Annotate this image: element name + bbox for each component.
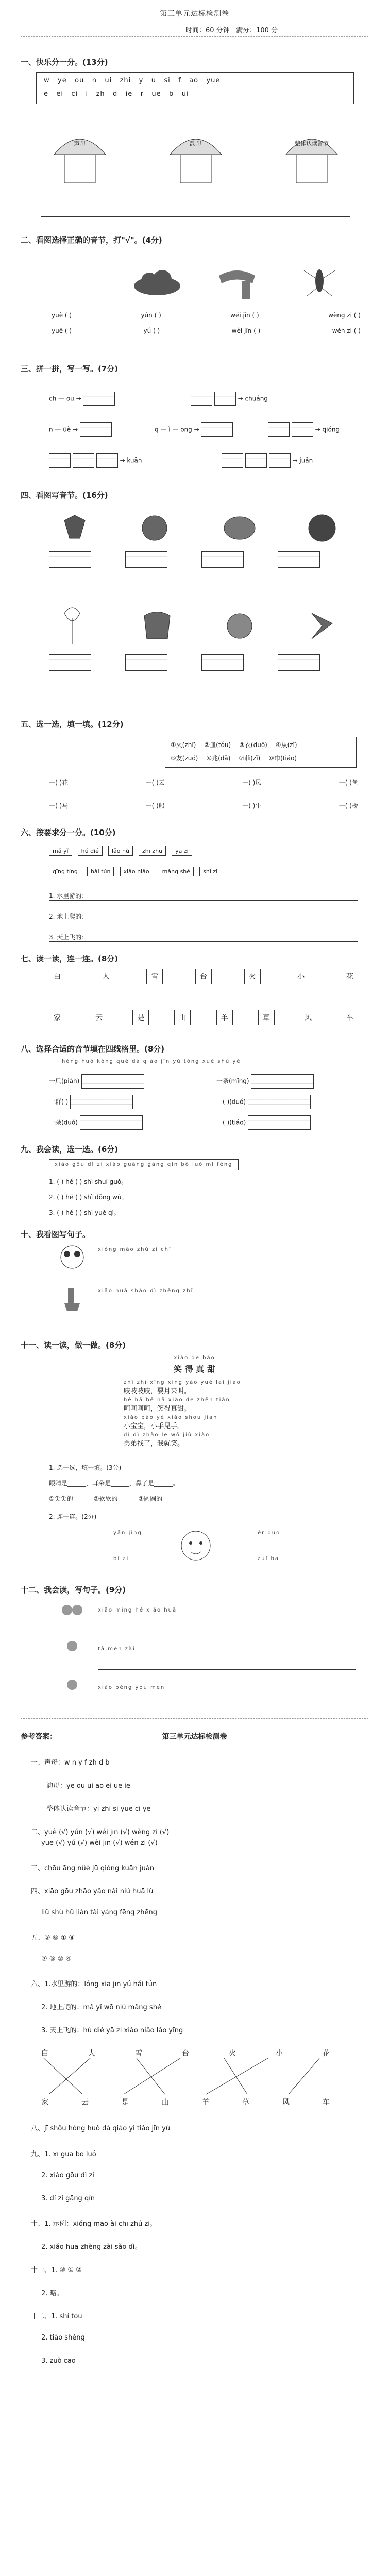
bucket-label-consonant: 声母 bbox=[73, 140, 86, 147]
match-char[interactable]: 山 bbox=[174, 1010, 191, 1025]
answer-5-line-2: ⑦ ⑤ ② ④ bbox=[41, 1955, 72, 1963]
word-card: shī zi bbox=[199, 867, 221, 876]
writing-grid[interactable] bbox=[125, 551, 167, 568]
s12-answer-2[interactable] bbox=[98, 1659, 356, 1670]
write-row-1 bbox=[49, 551, 320, 568]
section-4-heading: 四、看图写音节。(16分) bbox=[21, 490, 108, 500]
answer-6-line-1: 六、1.水里游的：lóng xiā jīn yú hǎi tún bbox=[31, 1980, 157, 1988]
bucket-label-whole: 整体认读音节 bbox=[295, 140, 329, 147]
section-5-heading: 五、选一选，填一填。(12分) bbox=[21, 720, 124, 729]
a7-char: 云 bbox=[81, 2098, 89, 2107]
word-card: lǎo hǔ bbox=[108, 846, 133, 856]
kids-playing-icon bbox=[57, 1602, 88, 1705]
section-3-heading: 三、拼一拼，写一写。(7分) bbox=[21, 364, 119, 374]
section-11-heading: 十一、读一读，做一做。(8分) bbox=[21, 1341, 126, 1350]
choice-row-1 bbox=[52, 312, 361, 319]
scarf-icon bbox=[216, 265, 258, 301]
s10-q1-answer[interactable] bbox=[98, 1262, 356, 1273]
fill-blank[interactable]: 一( )马 bbox=[49, 802, 69, 809]
option: ⑧巾(tiáo) bbox=[268, 755, 297, 762]
s9-line-1[interactable]: 1. ( ) hé ( ) shì shuí guǒ。 bbox=[49, 1178, 128, 1185]
option: ⑤友(zuó) bbox=[171, 755, 198, 762]
s8-left-item bbox=[49, 1115, 144, 1136]
match-char[interactable]: 小 bbox=[293, 969, 309, 984]
s11-q1-options bbox=[49, 1494, 162, 1503]
answer-12-line-3: 3. zuò cāo bbox=[41, 2357, 76, 2365]
s8-left-col bbox=[49, 1074, 144, 1136]
spell-item-2 bbox=[191, 392, 268, 406]
section-8-heading: 八、选择合适的音节填在四线格里。(8分) bbox=[21, 1044, 165, 1054]
a7-char: 雪 bbox=[135, 2049, 142, 2058]
writing-grid[interactable] bbox=[125, 654, 167, 671]
writing-grid[interactable] bbox=[222, 453, 243, 468]
poem-line: 小宝宝，小手见手。 bbox=[124, 1422, 184, 1430]
writing-grid[interactable] bbox=[49, 551, 91, 568]
hook-icon bbox=[64, 515, 85, 538]
option: ③衣(duō) bbox=[239, 741, 267, 749]
writing-grid[interactable] bbox=[70, 1095, 133, 1109]
picture-grid bbox=[49, 510, 358, 706]
writing-grid[interactable] bbox=[248, 1115, 311, 1130]
s8-label: 一条(mīng) bbox=[216, 1077, 249, 1085]
answers-title: 参考答案： bbox=[21, 1733, 57, 1741]
section-1-heading: 一、快乐分一分。(13分) bbox=[21, 58, 108, 67]
answer-2-line-1: 二、yuè (√) yún (√) wéi jīn (√) wèng zi (√) bbox=[31, 1828, 170, 1836]
choice-wenzi-2[interactable]: wén zi ( ) bbox=[332, 327, 361, 334]
word-card: hú dié bbox=[78, 846, 103, 856]
moon-picture bbox=[57, 263, 93, 301]
match-char[interactable]: 台 bbox=[195, 969, 212, 984]
fill-row-1 bbox=[49, 778, 358, 787]
s11-q2-bizi[interactable]: bí zi bbox=[113, 1556, 129, 1562]
a7-char: 草 bbox=[242, 2098, 249, 2107]
cloud-picture bbox=[131, 268, 183, 301]
panda-bamboo-picture bbox=[57, 1242, 88, 1275]
mushroom-bucket-icon bbox=[165, 124, 227, 185]
mosquito-picture bbox=[299, 260, 340, 303]
word-card: xiǎo niǎo bbox=[120, 867, 153, 876]
answer-8: 八、jī shǒu hóng huò dà qiáo yì tiáo jīn yú bbox=[31, 2125, 171, 2132]
match-bottom-row bbox=[49, 1010, 358, 1025]
spell-item-3 bbox=[49, 422, 112, 437]
fill-blank[interactable]: 一( )云 bbox=[145, 779, 165, 786]
cloud-icon bbox=[131, 268, 183, 299]
choice-row-2 bbox=[52, 327, 361, 334]
moon-icon bbox=[57, 263, 93, 299]
s11-q2-erduo[interactable]: ěr duo bbox=[258, 1530, 281, 1536]
choice-yun-2[interactable]: yú ( ) bbox=[143, 327, 160, 334]
match-top-row bbox=[49, 969, 358, 984]
time-label: 时间：60 分钟 bbox=[185, 27, 230, 35]
scarf-picture bbox=[216, 265, 258, 303]
fill-blank[interactable]: 一( )花 bbox=[49, 779, 69, 786]
writing-grid[interactable] bbox=[201, 551, 244, 568]
poem-title: 笑 得 真 甜 bbox=[174, 1364, 215, 1374]
writing-grid[interactable] bbox=[268, 422, 290, 437]
s9-line-2[interactable]: 2. ( ) hé ( ) shì dōng wù。 bbox=[49, 1194, 128, 1201]
match-char[interactable]: 人 bbox=[98, 969, 114, 984]
s8-pinyin-options: hóng huò kǒng què dà qiáo jīn yú tóng xué shù yè bbox=[62, 1059, 241, 1064]
poem-line-pinyin: xiǎo bǎo yè xiǎo shou jian bbox=[124, 1415, 218, 1420]
fill-blank[interactable]: 一( )桥 bbox=[339, 802, 358, 809]
s11-q2-yanjing[interactable]: yǎn jing bbox=[113, 1530, 142, 1536]
choice-wengzi-1[interactable]: wèng zi ( ) bbox=[328, 312, 361, 319]
poem-line-pinyin: hē hā hē hā xiào de zhēn tián bbox=[124, 1397, 230, 1403]
match-char[interactable]: 家 bbox=[49, 1010, 65, 1025]
picture-grid-illustrations bbox=[49, 510, 358, 706]
fill-blank[interactable]: 一( )鱼 bbox=[339, 779, 358, 786]
willow-tree-icon bbox=[64, 608, 80, 644]
answer-1-line-3: 整体认读音节：yi zhi si yue ci ye bbox=[46, 1805, 151, 1813]
answer-7-match bbox=[41, 2048, 330, 2110]
mosquito-icon bbox=[299, 260, 340, 301]
s11-option: ③圆圆的 bbox=[138, 1495, 163, 1502]
writing-grid[interactable] bbox=[269, 453, 291, 468]
broom-icon bbox=[57, 1283, 88, 1314]
answer-6-line-2: 2. 地上爬的：mǎ yǐ wō niú mǎng shé bbox=[41, 2004, 161, 2011]
match-char[interactable]: 云 bbox=[91, 1010, 107, 1025]
poem-line-pinyin: zhī zhī xǐng xing yào yuè lai jiào bbox=[124, 1380, 241, 1385]
word-card: mǎng shé bbox=[159, 867, 194, 876]
spell-text: → qióng bbox=[315, 426, 340, 433]
match-char[interactable]: 草 bbox=[258, 1010, 275, 1025]
page-title: 第三单元达标检测卷 bbox=[160, 10, 229, 18]
answer-9-line-2: 2. xiǎo gōu dì zi bbox=[41, 2172, 94, 2179]
fill-row-2 bbox=[49, 801, 358, 810]
writing-grid[interactable] bbox=[292, 422, 313, 437]
option: ⑦菲(zǐ) bbox=[239, 755, 261, 762]
kids-pictures bbox=[57, 1602, 88, 1707]
writing-grid[interactable] bbox=[278, 654, 320, 671]
sun-icon bbox=[227, 614, 252, 638]
choice-weijin-2[interactable]: wèi jīn ( ) bbox=[231, 327, 261, 334]
spell-item-4 bbox=[155, 422, 233, 437]
s12-p1: xiǎo míng hé xiǎo huā bbox=[98, 1607, 177, 1613]
a7-char: 车 bbox=[323, 2098, 330, 2107]
spell-item-1 bbox=[49, 392, 115, 406]
s11-q1: 1. 选一选，填一填。(3分) bbox=[49, 1464, 122, 1471]
mushroom-bucket-icon bbox=[281, 124, 343, 185]
options-row-1 bbox=[171, 740, 297, 749]
time-limit bbox=[185, 25, 278, 35]
match-char[interactable]: 风 bbox=[300, 1010, 316, 1025]
letters-line-2: e ei ci i zh d ie r ue b ui bbox=[44, 90, 189, 98]
poem-line: 弟弟找了，我就笑。 bbox=[124, 1440, 184, 1448]
match-char[interactable]: 白 bbox=[49, 969, 65, 984]
a7-char: 羊 bbox=[202, 2098, 209, 2107]
s11-q1-line[interactable]: 眼睛是______，耳朵是______，鼻子是______。 bbox=[49, 1480, 179, 1487]
section-6-heading: 六、按要求分一分。(10分) bbox=[21, 828, 116, 837]
word-card: qīng tíng bbox=[49, 867, 81, 876]
match-char[interactable]: 是 bbox=[132, 1010, 149, 1025]
writing-grid[interactable] bbox=[49, 453, 71, 468]
answer-7-bottom bbox=[41, 2097, 330, 2107]
answer-9-line-3: 3. dí zi gāng qín bbox=[41, 2195, 95, 2202]
a7-char: 花 bbox=[323, 2049, 330, 2058]
writing-grid[interactable] bbox=[245, 453, 267, 468]
writing-grid[interactable] bbox=[80, 1115, 143, 1130]
spell-item-6 bbox=[49, 453, 142, 468]
word-card: hǎi tún bbox=[87, 867, 114, 876]
section-2-heading: 二、看图选择正确的音节，打"√"。(4分) bbox=[21, 235, 162, 245]
spell-text: q — ì — ōng → bbox=[155, 426, 199, 433]
a7-char: 台 bbox=[182, 2049, 189, 2058]
writing-grid[interactable] bbox=[191, 392, 212, 406]
options-row-2 bbox=[171, 754, 297, 762]
squirrel-icon bbox=[142, 516, 167, 540]
a7-char: 山 bbox=[162, 2098, 169, 2107]
answer-2-line-2: yuē (√) yú (√) wèi jīn (√) wén zi (√) bbox=[41, 1839, 158, 1847]
option: ④从(zǐ) bbox=[275, 741, 297, 749]
option: ②皿(tóu) bbox=[204, 741, 231, 749]
poem-body bbox=[124, 1378, 278, 1448]
answer-11-line-1: 十一、1. ③ ① ② bbox=[31, 2266, 82, 2274]
answer-5-line-1: 五、③ ⑥ ① ⑧ bbox=[31, 1934, 75, 1942]
s10-q2-answer[interactable] bbox=[98, 1303, 356, 1314]
s12-p3: xiǎo péng you men bbox=[98, 1685, 165, 1690]
s8-label: 一( )(duó) bbox=[216, 1098, 246, 1106]
match-char[interactable]: 花 bbox=[342, 969, 358, 984]
writing-grid[interactable] bbox=[83, 392, 115, 406]
kite-icon bbox=[312, 613, 332, 639]
bucket-label-vowel: 韵母 bbox=[189, 140, 202, 147]
a7-char: 小 bbox=[276, 2049, 283, 2058]
bucket-vowel bbox=[165, 124, 227, 185]
s9-line-3[interactable]: 3. ( ) hé ( ) shì yuè qì。 bbox=[49, 1209, 120, 1216]
choice-yue-1[interactable]: yuè ( ) bbox=[52, 312, 72, 319]
writing-grid[interactable] bbox=[49, 654, 91, 671]
a7-char: 是 bbox=[122, 2098, 129, 2107]
poem-line: 呵呵呵呵，笑得真甜。 bbox=[124, 1405, 191, 1413]
s8-label: 一只(piàn) bbox=[49, 1077, 80, 1085]
spell-item-5 bbox=[268, 422, 340, 437]
a7-char: 风 bbox=[282, 2098, 290, 2107]
spell-text: → juǎn bbox=[292, 456, 313, 464]
poem-line-pinyin: dì dì zhǎo le wǒ jiù xiào bbox=[124, 1432, 210, 1438]
s11-q2-zuiba[interactable]: zuǐ ba bbox=[258, 1556, 280, 1562]
spell-text: → chuáng bbox=[238, 395, 268, 402]
option: ⑥兆(dā) bbox=[206, 755, 231, 762]
s8-left-item bbox=[49, 1074, 144, 1095]
section-7-heading: 七、读一读，连一连。(8分) bbox=[21, 954, 119, 963]
writing-grid[interactable] bbox=[248, 1095, 311, 1109]
lotus-icon bbox=[144, 612, 170, 639]
panda-icon bbox=[57, 1242, 88, 1273]
choice-yue-2[interactable]: yuē ( ) bbox=[52, 327, 72, 334]
match-char[interactable]: 车 bbox=[342, 1010, 358, 1025]
options-box bbox=[165, 737, 357, 768]
s8-right-item bbox=[216, 1074, 314, 1095]
answer-10-line-2: 2. xiǎo huā zhèng zài sǎo dì。 bbox=[41, 2243, 142, 2251]
answer-4-line-1: 四、xiāo gōu zhāo yǎo nǎi niú huā lù bbox=[31, 1888, 154, 1895]
a7-char: 家 bbox=[41, 2098, 48, 2107]
spell-text: ch — ōu → bbox=[49, 395, 81, 402]
a7-char: 火 bbox=[229, 2049, 236, 2058]
child-face-picture bbox=[178, 1525, 214, 1568]
spell-text: n — üè → bbox=[49, 426, 78, 433]
choice-yun-1[interactable]: yún ( ) bbox=[141, 312, 161, 319]
poem-line: 吱吱吱吱，要月来叫。 bbox=[124, 1387, 191, 1395]
cow-icon bbox=[224, 517, 255, 539]
match-char[interactable]: 火 bbox=[244, 969, 261, 984]
match-char[interactable]: 雪 bbox=[146, 969, 163, 984]
option: ①火(zhī) bbox=[171, 741, 196, 749]
answer-1-line-2: 韵母：ye ou ui ao ei ue ie bbox=[46, 1782, 130, 1790]
section-9-heading: 九、我会读，选一选。(6分) bbox=[21, 1145, 119, 1154]
answer-6-line-3: 3. 天上飞的：hú dié yā zi xiǎo niǎo lǎo yīng bbox=[41, 2027, 183, 2035]
answer-10-line-1: 十、1. 示例：xióng māo ài chī zhú zi。 bbox=[31, 2220, 157, 2228]
answer-3: 三、chōu āng nüè jū qióng kuān juǎn bbox=[31, 1865, 155, 1872]
answer-9-line-1: 九、1. xī guā bō luó bbox=[31, 2150, 96, 2158]
answer-4-line-2: liǔ shù hǔ lián tài yáng fēng zhēng bbox=[41, 1909, 157, 1917]
answers-subtitle: 第三单元达标检测卷 bbox=[162, 1733, 227, 1741]
fill-blank[interactable]: 一( )凤 bbox=[242, 779, 262, 786]
writing-grid[interactable] bbox=[73, 453, 94, 468]
writing-grid[interactable] bbox=[81, 1074, 144, 1089]
score-label: 满分：100 分 bbox=[236, 27, 278, 35]
s8-label: 一群( ) bbox=[49, 1098, 69, 1106]
answer-line[interactable] bbox=[41, 216, 350, 217]
classify-q3[interactable]: 3. 天上飞的： bbox=[49, 933, 358, 942]
word-card: yā zi bbox=[172, 846, 192, 856]
writing-grid[interactable] bbox=[278, 551, 320, 568]
section-12-heading: 十二、我会读，写句子。(9分) bbox=[21, 1585, 126, 1595]
words-row-2 bbox=[49, 866, 224, 876]
s8-left-item bbox=[49, 1095, 144, 1115]
answer-11-line-2: 2. 略。 bbox=[41, 2290, 63, 2297]
bucket-whole bbox=[281, 124, 343, 185]
s9-options-box: xiāo gōu dì zi xiǎo guāng gāng qín bō luó mǐ fēng bbox=[49, 1159, 239, 1170]
writing-grid[interactable] bbox=[251, 1074, 314, 1089]
a7-char: 白 bbox=[41, 2049, 48, 2058]
write-row-2 bbox=[49, 654, 320, 671]
a7-char: 人 bbox=[88, 2049, 95, 2058]
word-card: zhī zhū bbox=[139, 846, 166, 856]
classify-q2[interactable]: 2. 地上爬的： bbox=[49, 912, 358, 921]
s8-right-item bbox=[216, 1095, 314, 1115]
word-card: mǎ yǐ bbox=[49, 846, 72, 856]
s11-option: ②软软的 bbox=[93, 1495, 118, 1502]
classify-q1[interactable]: 1. 水里游的： bbox=[49, 891, 358, 901]
writing-grid[interactable] bbox=[201, 422, 233, 437]
answer-7-lines bbox=[41, 2058, 330, 2097]
fill-blank[interactable]: 一( )牛 bbox=[242, 802, 262, 809]
s12-answer-1[interactable] bbox=[98, 1620, 356, 1631]
s11-option: ①尖尖的 bbox=[49, 1495, 73, 1502]
panda-icon bbox=[309, 515, 335, 541]
s12-answer-3[interactable] bbox=[98, 1698, 356, 1708]
writing-grid[interactable] bbox=[96, 453, 118, 468]
section-10-heading: 十、我看图写句子。 bbox=[21, 1230, 91, 1239]
s11-q2: 2. 连一连。(2分) bbox=[49, 1513, 97, 1520]
child-face-icon bbox=[178, 1525, 214, 1566]
letters-line-1: w ye ou n ui zhi y u si f ao yue bbox=[44, 77, 221, 84]
writing-grid[interactable] bbox=[201, 654, 244, 671]
s10-q2-prompt: xiǎo huā shào dì zhēng zhī bbox=[98, 1288, 194, 1294]
mushroom-bucket-icon bbox=[49, 124, 111, 185]
spell-text: → kuān bbox=[120, 456, 142, 464]
fill-blank[interactable]: 一( )船 bbox=[145, 802, 165, 809]
poem-title-pinyin: xiào de bāo bbox=[174, 1355, 215, 1361]
s10-q1-prompt: xiǒng māo zhù zi chī bbox=[98, 1247, 172, 1252]
sweeping-picture bbox=[57, 1283, 88, 1316]
answer-12-line-1: 十二、1. shí tou bbox=[31, 2313, 82, 2320]
writing-grid[interactable] bbox=[80, 422, 112, 437]
spell-item-7 bbox=[222, 453, 313, 468]
answer-7-top bbox=[41, 2048, 330, 2058]
s12-p2: tā men zài bbox=[98, 1646, 136, 1652]
words-row-1 bbox=[49, 845, 195, 856]
divider bbox=[21, 1718, 368, 1719]
writing-grid[interactable] bbox=[214, 392, 236, 406]
answer-12-line-2: 2. tiào shéng bbox=[41, 2334, 85, 2342]
s8-right-item bbox=[216, 1115, 314, 1136]
bucket-consonant bbox=[49, 124, 111, 185]
s8-right-col bbox=[216, 1074, 314, 1136]
match-char[interactable]: 羊 bbox=[216, 1010, 233, 1025]
choice-weijin-1[interactable]: wéi jīn ( ) bbox=[230, 312, 259, 319]
s8-label: 一( )(tiáo) bbox=[216, 1118, 246, 1126]
s8-label: 一朵(duǒ) bbox=[49, 1118, 78, 1126]
letters-box bbox=[36, 72, 354, 104]
answer-1-line-1: 一、声母：w n y f zh d b bbox=[31, 1759, 110, 1767]
divider bbox=[21, 36, 368, 37]
